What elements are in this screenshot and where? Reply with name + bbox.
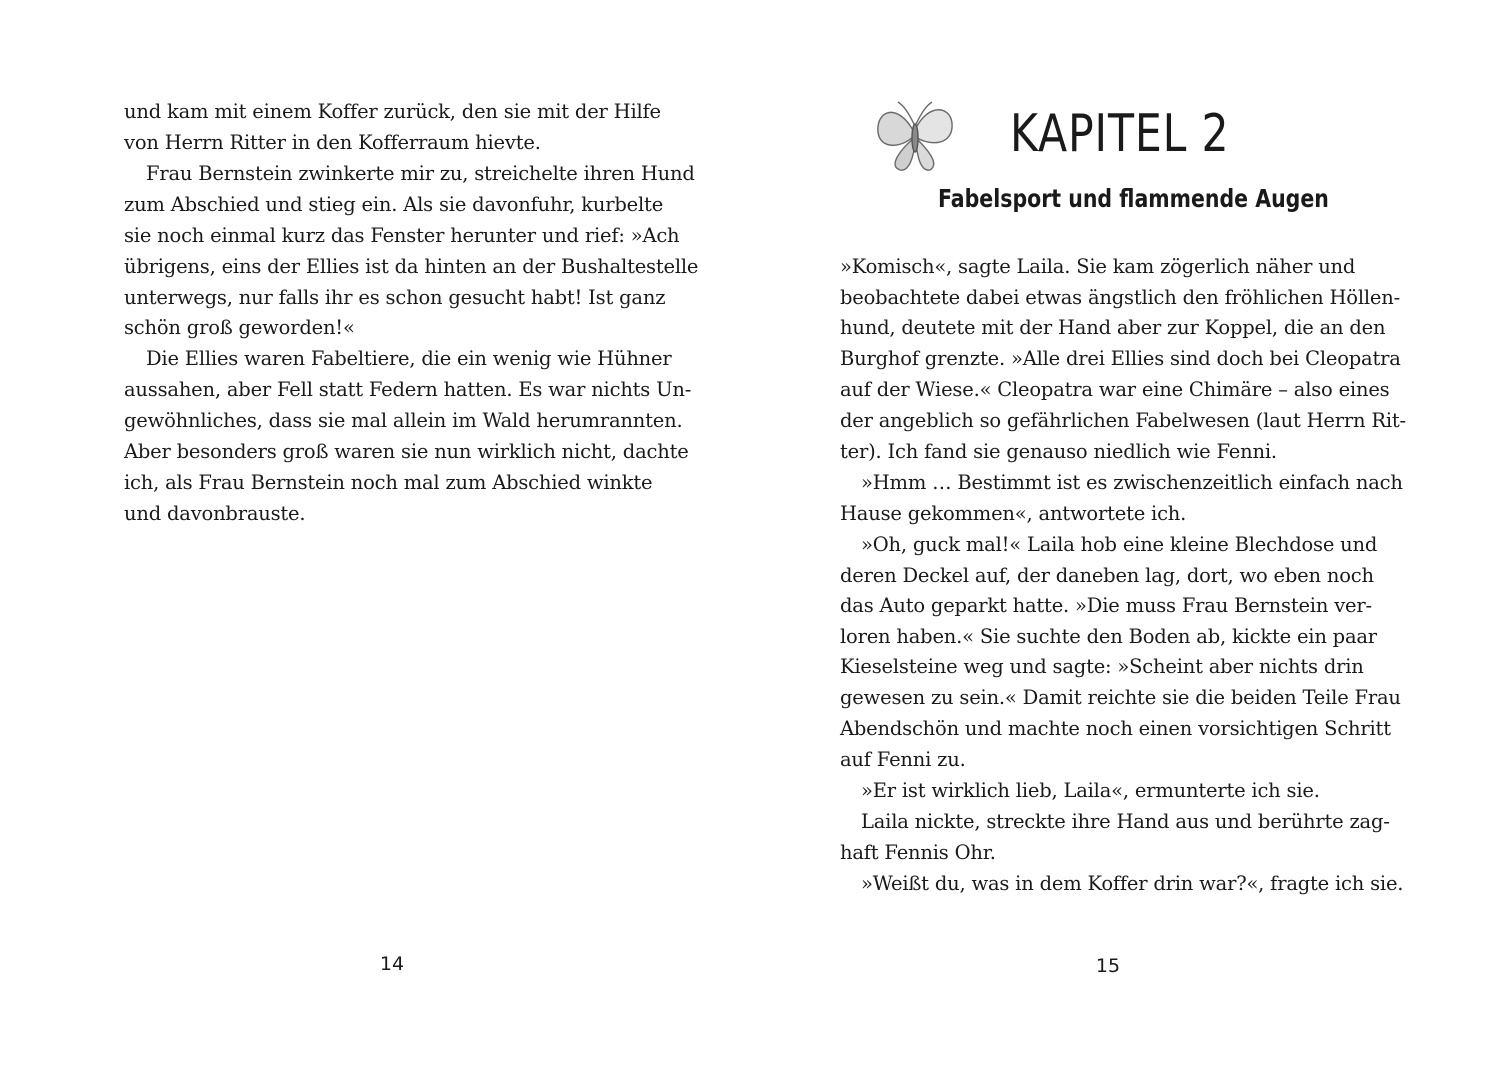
text-line: zum Abschied und stieg ein. Als sie davonfuhr, kurbelte	[124, 193, 664, 216]
text-line: das Auto geparkt hatte. »Die muss Frau Bernstein ver-	[840, 594, 1372, 617]
text-line: übrigens, eins der Ellies ist da hinten an der Bushaltestelle	[124, 255, 699, 278]
text-line: gewesen zu sein.« Damit reichte sie die beiden Teile Frau	[840, 686, 1401, 709]
chapter-title: KAPITEL 2	[1010, 104, 1230, 164]
text-line: »Weißt du, was in dem Koffer drin war?«, fragte ich sie.	[861, 872, 1404, 895]
text-line: haft Fennis Ohr.	[840, 841, 996, 864]
text-line: Laila nickte, streckte ihre Hand aus und berührte zag-	[861, 810, 1390, 833]
text-line: gewöhnliches, dass sie mal allein im Wald herumrannten.	[124, 409, 683, 432]
right-page	[750, 0, 1500, 1086]
text-line: Hause gekommen«, antwortete ich.	[840, 502, 1187, 525]
text-line: auf der Wiese.« Cleopatra war eine Chimäre – also eines	[840, 378, 1390, 401]
text-line: der angeblich so gefährlichen Fabelwesen (laut Herrn Rit-	[840, 409, 1406, 432]
text-line: ter). Ich fand sie genauso niedlich wie Fenni.	[840, 440, 1277, 463]
text-line: von Herrn Ritter in den Kofferraum hievte.	[124, 131, 541, 154]
text-line: Burghof grenzte. »Alle drei Ellies sind doch bei Cleopatra	[840, 347, 1401, 370]
text-line: schön groß geworden!«	[124, 316, 355, 339]
text-line: »Hmm … Bestimmt ist es zwischenzeitlich einfach nach	[861, 471, 1403, 494]
text-line: und davonbrauste.	[124, 502, 306, 525]
text-line: Die Ellies waren Fabeltiere, die ein wenig wie Hühner	[146, 347, 672, 370]
text-line: »Komisch«, sagte Laila. Sie kam zögerlich näher und	[840, 255, 1356, 278]
text-line: hund, deutete mit der Hand aber zur Koppel, die an den	[840, 316, 1386, 339]
text-line: sie noch einmal kurz das Fenster herunter und rief: »Ach	[124, 224, 680, 247]
text-line: loren haben.« Sie suchte den Boden ab, kickte ein paar	[840, 625, 1377, 648]
text-line: Abendschön und machte noch einen vorsichtigen Schritt	[840, 717, 1391, 740]
text-line: Frau Bernstein zwinkerte mir zu, streichelte ihren Hund	[146, 162, 695, 185]
text-line: ich, als Frau Bernstein noch mal zum Abschied winkte	[124, 471, 653, 494]
page-number: 15	[1095, 955, 1121, 977]
moth-icon	[868, 92, 960, 174]
text-line: »Oh, guck mal!« Laila hob eine kleine Blechdose und	[861, 533, 1378, 556]
text-line: aussahen, aber Fell statt Federn hatten. Es war nichts Un-	[124, 378, 692, 401]
page-number: 14	[379, 953, 405, 975]
text-line: auf Fenni zu.	[840, 748, 966, 771]
text-line: deren Deckel auf, der daneben lag, dort, wo eben noch	[840, 564, 1374, 587]
text-line: und kam mit einem Koffer zurück, den sie mit der Hilfe	[124, 100, 661, 123]
text-line: unterwegs, nur falls ihr es schon gesucht habt! Ist ganz	[124, 286, 666, 309]
chapter-subtitle: Fabelsport und flammende Augen	[938, 184, 1329, 213]
text-line: Kieselsteine weg und sagte: »Scheint aber nichts drin	[840, 655, 1364, 678]
text-line: »Er ist wirklich lieb, Laila«, ermunterte ich sie.	[861, 779, 1320, 802]
text-line: beobachtete dabei etwas ängstlich den fröhlichen Höllen-	[840, 286, 1401, 309]
text-line: Aber besonders groß waren sie nun wirklich nicht, dachte	[124, 440, 689, 463]
